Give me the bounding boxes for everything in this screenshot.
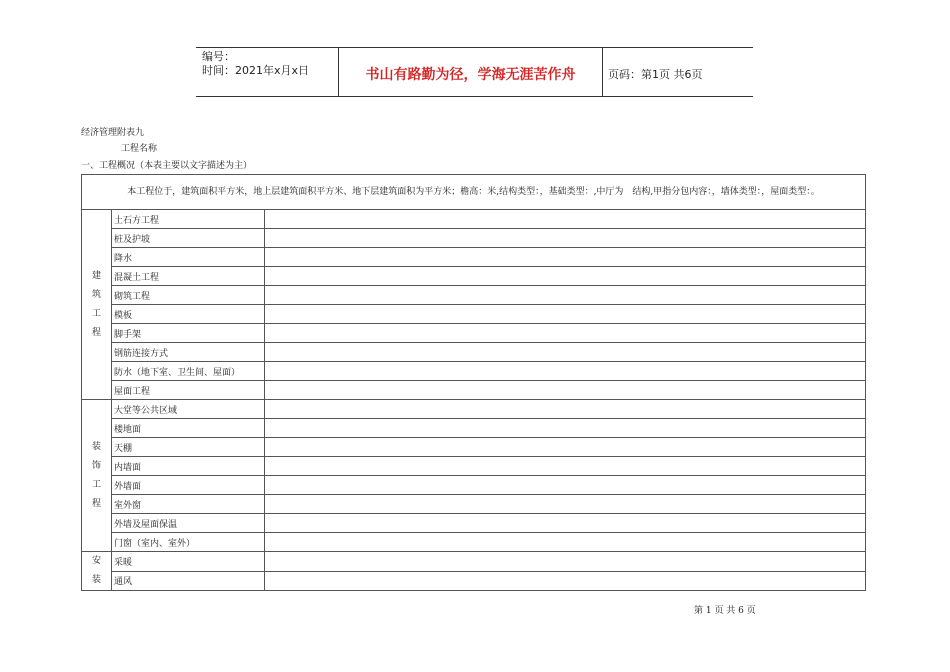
page-footer: 第 1 页 共 6 页 — [694, 606, 756, 616]
table-row — [82, 457, 866, 476]
table-row — [82, 362, 866, 381]
item-name-cell: 混凝土工程 — [112, 267, 265, 286]
category-cell — [82, 552, 112, 591]
table-row — [82, 495, 866, 514]
item-name-cell: 外墙面 — [112, 476, 265, 495]
item-description-cell[interactable] — [265, 533, 866, 552]
item-description-cell[interactable] — [265, 210, 866, 229]
table-row — [82, 400, 866, 419]
item-name-cell: 屋面工程 — [112, 381, 265, 400]
table-row — [82, 286, 866, 305]
item-description-cell[interactable] — [265, 229, 866, 248]
item-description-cell[interactable] — [265, 514, 866, 533]
table-row — [82, 343, 866, 362]
item-description-cell[interactable] — [265, 419, 866, 438]
item-name-cell: 桩及护坡 — [112, 229, 265, 248]
item-description-cell[interactable] — [265, 248, 866, 267]
category-cell — [82, 210, 112, 400]
item-description-cell[interactable] — [265, 324, 866, 343]
section-heading: 一、工程概况（本表主要以文字描述为主） — [81, 161, 253, 171]
header-motto: 书山有路勤为径，学海无涯苦作舟 — [365, 67, 576, 83]
category-label-char: 筑 — [91, 289, 101, 300]
item-description-cell[interactable] — [265, 286, 866, 305]
item-name-cell: 模板 — [112, 305, 265, 324]
table-row — [82, 533, 866, 552]
table-row — [82, 476, 866, 495]
item-description-cell[interactable] — [265, 267, 866, 286]
item-name-cell: 土石方工程 — [112, 210, 265, 229]
category-label-char: 建 — [91, 270, 101, 281]
table-row — [82, 552, 866, 572]
item-description-cell[interactable] — [265, 438, 866, 457]
category-label-char: 程 — [91, 498, 101, 509]
table-row — [82, 267, 866, 286]
header-meta — [202, 50, 309, 78]
category-label-char: 工 — [91, 308, 101, 319]
table-row — [82, 248, 866, 267]
time-label: 时间：2021年x月x日 — [202, 64, 310, 77]
item-name-cell: 钢筋连接方式 — [112, 343, 265, 362]
item-name-cell: 降水 — [112, 248, 265, 267]
table-row — [82, 571, 866, 591]
item-name-cell: 楼地面 — [112, 419, 265, 438]
category-label-char: 工 — [91, 479, 101, 490]
table-row — [82, 514, 866, 533]
item-name-cell: 砌筑工程 — [112, 286, 265, 305]
table-row — [82, 210, 866, 229]
category-label-char: 程 — [91, 327, 101, 338]
item-description-cell[interactable] — [265, 476, 866, 495]
item-description-cell[interactable] — [265, 457, 866, 476]
item-name-cell: 防水（地下室、卫生间、屋面） — [112, 362, 265, 381]
category-cell — [82, 400, 112, 552]
item-name-cell: 内墙面 — [112, 457, 265, 476]
category-label-char: 装 — [91, 441, 101, 452]
item-description-cell[interactable] — [265, 571, 866, 591]
number-label: 编号： — [202, 50, 235, 63]
item-name-cell: 外墙及屋面保温 — [112, 514, 265, 533]
item-name-cell: 室外窗 — [112, 495, 265, 514]
item-description-cell[interactable] — [265, 400, 866, 419]
item-description-cell[interactable] — [265, 552, 866, 572]
table-row — [82, 381, 866, 400]
table-row — [82, 305, 866, 324]
category-label-char: 安 — [91, 556, 101, 566]
item-name-cell: 大堂等公共区域 — [112, 400, 265, 419]
category-label-char: 饰 — [91, 460, 101, 471]
item-name-cell: 采暖 — [112, 552, 265, 572]
overview-cell: 本工程位于，建筑面积平方米，地上层建筑面积平方米、地下层建筑面积为平方米；檐高：米,结构类型：，基础类型：,中厅为 结构,甲指分包内容：，墙体类型：，屋面类型：。 — [82, 175, 866, 210]
table-row — [82, 324, 866, 343]
item-description-cell[interactable] — [265, 343, 866, 362]
item-description-cell[interactable] — [265, 305, 866, 324]
project-name-label: 工程名称 — [121, 144, 158, 154]
category-label-char: 装 — [91, 575, 101, 585]
table-row — [82, 419, 866, 438]
item-description-cell[interactable] — [265, 381, 866, 400]
header-divider — [602, 48, 603, 96]
page-header — [196, 47, 753, 97]
table-row — [82, 438, 866, 457]
doc-title: 经济管理附表九 — [81, 128, 145, 138]
header-page-label: 页码：第1页 共6页 — [608, 68, 703, 81]
item-name-cell: 天棚 — [112, 438, 265, 457]
item-name-cell: 脚手架 — [112, 324, 265, 343]
table-row — [82, 229, 866, 248]
item-description-cell[interactable] — [265, 495, 866, 514]
item-name-cell: 门窗（室内、室外） — [112, 533, 265, 552]
item-description-cell[interactable] — [265, 362, 866, 381]
project-overview-table — [81, 174, 866, 591]
item-name-cell: 通风 — [112, 571, 265, 591]
